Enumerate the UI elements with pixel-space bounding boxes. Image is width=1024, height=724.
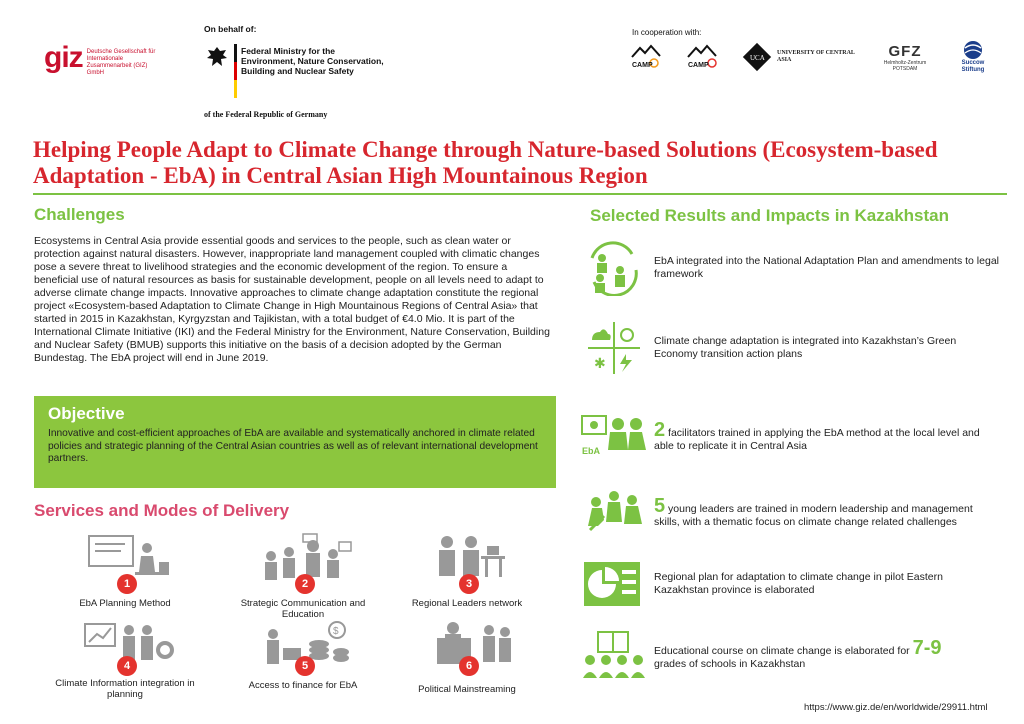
result-item-5 bbox=[580, 556, 1000, 612]
objective-heading: Objective bbox=[48, 404, 125, 423]
facilitators-training-icon bbox=[580, 410, 648, 466]
uca-logo[interactable] bbox=[742, 42, 857, 72]
federal-eagle-icon bbox=[204, 44, 230, 70]
result-count: 5 bbox=[654, 495, 666, 517]
green-economy-weather-icon bbox=[580, 320, 648, 376]
partner-logos bbox=[630, 40, 993, 74]
uca-emblem-icon bbox=[742, 42, 772, 72]
gfz-logo[interactable] bbox=[875, 43, 935, 72]
ministry-name: Federal Ministry for the Environment, Nature Conservation, Building and Nuclear Safety bbox=[241, 46, 384, 76]
republic-label: of the Federal Republic of Germany bbox=[204, 110, 328, 119]
svg-text:$: $ bbox=[333, 626, 339, 637]
service-label: EbA Planning Method bbox=[79, 598, 171, 609]
source-url-link[interactable]: https://www.giz.de/en/worldwide/29911.html bbox=[804, 702, 988, 713]
young-leaders-icon bbox=[580, 486, 648, 542]
political-mainstreaming-icon bbox=[417, 620, 517, 678]
bmub-logo[interactable] bbox=[204, 44, 391, 98]
service-label: Regional Leaders network bbox=[411, 598, 523, 609]
service-number-badge: 1 bbox=[117, 574, 137, 594]
camp-alatoo-logo[interactable] bbox=[630, 43, 668, 71]
service-item-3 bbox=[392, 532, 542, 609]
cooperation-label: In cooperation with: bbox=[632, 28, 702, 37]
service-item-2 bbox=[228, 532, 378, 620]
title-divider bbox=[33, 193, 1007, 195]
objective-box bbox=[34, 396, 556, 488]
result-item-4 bbox=[580, 486, 1000, 542]
giz-logo[interactable] bbox=[44, 41, 157, 77]
adaptation-plan-cycle-icon bbox=[580, 240, 648, 296]
leaders-network-icon bbox=[417, 532, 517, 590]
succow-logo[interactable] bbox=[953, 40, 993, 74]
gfz-wordmark: GFZ bbox=[888, 42, 922, 60]
on-behalf-label: On behalf of: bbox=[204, 24, 257, 34]
result-text bbox=[654, 495, 1000, 529]
result-count-text: facilitators trained in applying the EbA method at the local level and able to replicate it in Central Asia bbox=[654, 427, 980, 452]
result-item-2 bbox=[580, 320, 1000, 376]
finance-access-icon bbox=[253, 620, 353, 678]
result-text: Climate change adaptation is integrated into Kazakhstan’s Green Economy transition action plans bbox=[654, 335, 957, 360]
german-flag-stripe-icon bbox=[234, 44, 237, 98]
svg-text:CAMP: CAMP bbox=[632, 62, 653, 69]
mountain-logo-icon bbox=[630, 43, 668, 71]
climate-information-icon bbox=[75, 620, 175, 678]
result-count-text: young leaders are trained in modern leadership and management skills, with a thematic focus on climate change related challenges bbox=[654, 503, 973, 528]
service-number-badge: 6 bbox=[459, 656, 479, 676]
uca-name: UNIVERSITY OF CENTRAL ASIA bbox=[777, 50, 855, 63]
result-item-3 bbox=[580, 410, 1000, 466]
challenges-heading: Challenges bbox=[34, 205, 125, 224]
services-heading: Services and Modes of Delivery bbox=[34, 501, 290, 520]
service-number-badge: 3 bbox=[459, 574, 479, 594]
planning-method-icon bbox=[75, 532, 175, 590]
service-label: Access to finance for EbA bbox=[248, 680, 358, 691]
result-grades: 7-9 bbox=[912, 637, 942, 659]
result-item-6 bbox=[580, 628, 1000, 684]
service-number-badge: 4 bbox=[117, 656, 137, 676]
mountain-logo-icon bbox=[686, 43, 724, 71]
service-label: Climate Information integration in planning bbox=[55, 678, 195, 700]
result-text bbox=[654, 637, 942, 671]
regional-plan-chart-icon bbox=[580, 556, 648, 612]
giz-wordmark: giz bbox=[44, 41, 83, 74]
uca-emblem-text: UCA bbox=[750, 54, 765, 62]
challenges-text: Ecosystems in Central Asia provide essential goods and services to the people, such as clean water or protection against natural disasters. However, inappropriate land management coupled with climatic changes pose a severe threat to livelihood strategies and the economic development of the region. To ensure a beneficial use of natural resources as basis for sustainable development, people on all levels need to adapt to adverse climate change impacts. Innovative approaches to climate change adaptation constitute the regional project «Ecosystem-based Adaptation to Climate Change in High Mountainous Regions of Central Asia» that started in 2015 in Kazakhstan, Kyrgyzstan and Tajikistan, with a total budget of €4.0 Mio. It is part of the International Climate Initiative (IKI) and the Federal Ministry for the Environment, Nature Conservation, Building and Nuclear Safety (BMUB) supports this initiative on the basis of a decision adopted by the German Bundestag. The EbA project will end in June 2019. bbox=[34, 235, 550, 364]
service-number-badge: 5 bbox=[295, 656, 315, 676]
service-label: Strategic Communication and Education bbox=[240, 598, 366, 620]
education-course-icon bbox=[580, 628, 648, 684]
svg-text:✱: ✱ bbox=[594, 356, 606, 372]
globe-icon bbox=[960, 40, 986, 60]
succow-name: Succow Stiftung bbox=[961, 60, 985, 73]
page-title: Helping People Adapt to Climate Change through Nature-based Solutions (Ecosystem-based Adaptation - EbA) in Central Asian High Mountainous Region bbox=[33, 137, 938, 188]
eba-label: EbA bbox=[582, 446, 600, 456]
giz-fullname: Deutsche Gesellschaft für Internationale Zusammenarbeit (GIZ) GmbH bbox=[86, 49, 156, 76]
service-number-badge: 2 bbox=[295, 574, 315, 594]
objective-text: Innovative and cost-efficient approaches of EbA are available and systematically anchored in climate related policies and strategic planning of the Central Asian countries as well as of relevant international development partners. bbox=[48, 428, 538, 464]
header bbox=[0, 0, 1024, 130]
result-item-1 bbox=[580, 240, 1000, 296]
results-heading: Selected Results and Impacts in Kazakhstan bbox=[590, 206, 950, 225]
result-text: EbA integrated into the National Adaptation Plan and amendments to legal framework bbox=[654, 255, 999, 280]
result-text-after: grades of schools in Kazakhstan bbox=[654, 658, 806, 670]
service-item-6 bbox=[392, 620, 542, 695]
service-item-5 bbox=[228, 620, 378, 691]
communication-education-icon bbox=[253, 532, 353, 590]
camp-kuduk-logo[interactable] bbox=[686, 43, 724, 71]
service-item-4 bbox=[50, 620, 200, 700]
result-text bbox=[654, 419, 1000, 453]
result-text-before: Educational course on climate change is elaborated for bbox=[654, 645, 913, 657]
result-count: 2 bbox=[654, 419, 666, 441]
service-label: Political Mainstreaming bbox=[418, 684, 516, 695]
svg-text:CAMP: CAMP bbox=[688, 62, 709, 69]
result-text: Regional plan for adaptation to climate change in pilot Eastern Kazakhstan province is elaborated bbox=[654, 571, 943, 596]
service-item-1 bbox=[50, 532, 200, 609]
gfz-subtitle: Helmholtz-Zentrum POTSDAM bbox=[883, 59, 927, 72]
